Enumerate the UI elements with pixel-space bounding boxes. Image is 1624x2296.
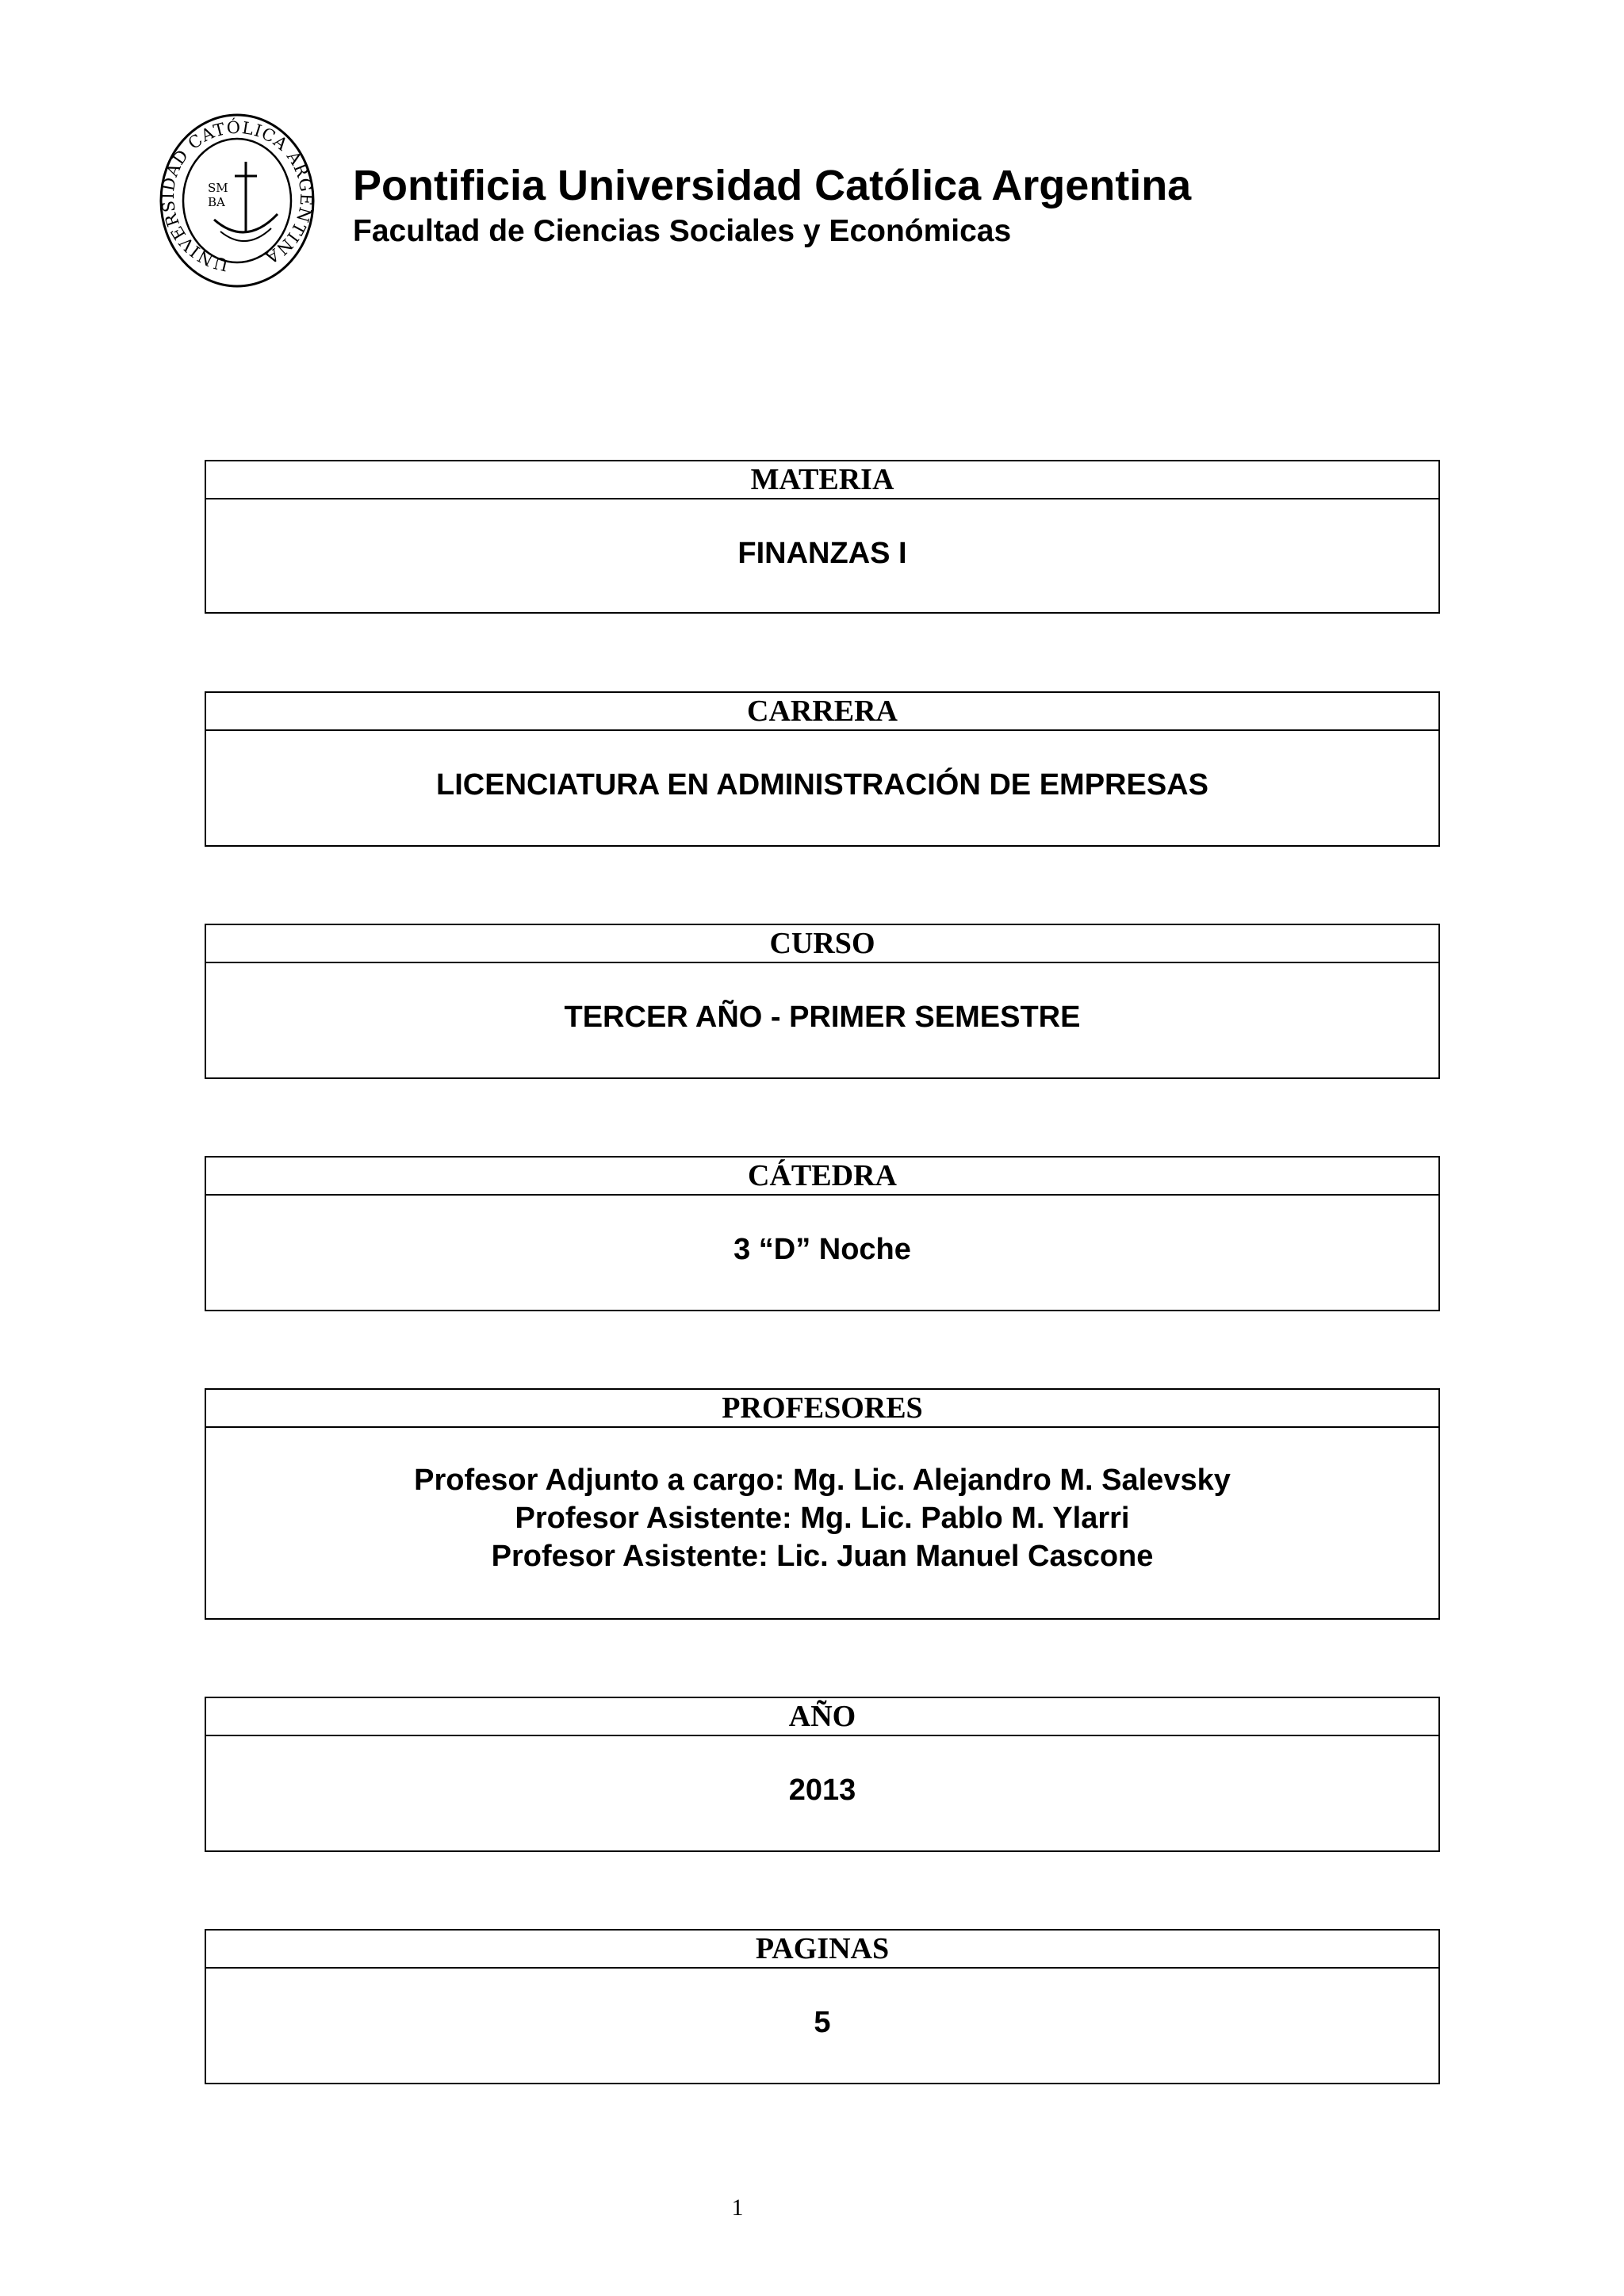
box-value: FINANZAS I <box>737 537 907 570</box>
box-anio <box>205 1697 1440 1852</box>
box-carrera <box>205 691 1440 847</box>
page-number: 1 <box>731 2195 744 2221</box>
box-catedra <box>205 1156 1440 1311</box>
box-label: MATERIA <box>206 461 1438 499</box>
university-seal-icon <box>159 113 316 289</box>
seal-ring-text: UNIVERSIDAD CATÓLICA ARGENTINA <box>159 117 316 275</box>
box-profesores <box>205 1388 1440 1620</box>
box-value-line: Profesor Adjunto a cargo: Mg. Lic. Alejandro M. Salevsky <box>414 1464 1231 1497</box>
university-name: Pontificia Universidad Católica Argentina <box>353 162 1192 209</box>
box-value-line: Profesor Asistente: Mg. Lic. Pablo M. Ylarri <box>515 1502 1130 1535</box>
box-label: PROFESORES <box>206 1390 1438 1428</box>
box-label: CARRERA <box>206 693 1438 731</box>
box-value: TERCER AÑO - PRIMER SEMESTRE <box>564 1001 1081 1034</box>
faculty-name: Facultad de Ciencias Sociales y Económicas <box>353 214 1012 248</box>
box-value: 5 <box>814 2006 831 2039</box>
box-materia <box>205 460 1440 614</box>
box-value: LICENCIATURA EN ADMINISTRACIÓN DE EMPRESAS <box>436 768 1208 802</box>
box-curso <box>205 924 1440 1079</box>
box-value: 3 “D” Noche <box>733 1233 911 1266</box>
seal-monogram-bottom: BA <box>208 195 225 209</box>
box-label: AÑO <box>206 1698 1438 1736</box>
seal-monogram-top: SM <box>208 181 228 195</box>
box-paginas <box>205 1929 1440 2084</box>
box-label: CÁTEDRA <box>206 1158 1438 1196</box>
document-header <box>159 113 1269 295</box>
box-value-line: Profesor Asistente: Lic. Juan Manuel Cascone <box>491 1540 1154 1573</box>
box-value: 2013 <box>788 1774 856 1807</box>
box-label: CURSO <box>206 925 1438 963</box>
box-label: PAGINAS <box>206 1931 1438 1969</box>
